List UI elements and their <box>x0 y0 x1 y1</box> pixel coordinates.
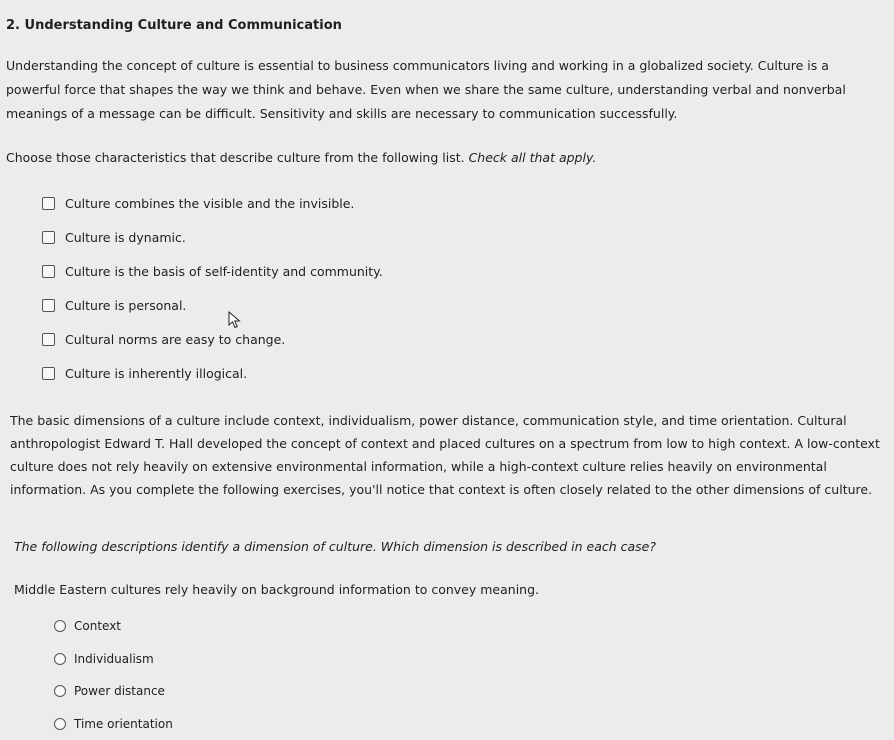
checkbox-option[interactable] <box>42 220 383 254</box>
section-title: 2. Understanding Culture and Communication <box>6 18 342 33</box>
radio-label[interactable]: Context <box>74 619 121 633</box>
radio-label[interactable]: Power distance <box>74 684 165 698</box>
question1-prompt <box>6 146 886 170</box>
checkbox[interactable] <box>42 333 55 346</box>
question2-scenario: Middle Eastern cultures rely heavily on background information to convey meaning. <box>14 578 539 602</box>
checkbox-label[interactable]: Culture is the basis of self-identity and community. <box>65 264 383 279</box>
checkbox-label[interactable]: Culture is inherently illogical. <box>65 366 247 381</box>
radio-button[interactable] <box>54 685 66 697</box>
checkbox[interactable] <box>42 367 55 380</box>
radio-option[interactable] <box>54 643 173 676</box>
radio-option[interactable] <box>54 708 173 740</box>
checkbox[interactable] <box>42 231 55 244</box>
radio-button[interactable] <box>54 653 66 665</box>
checkbox[interactable] <box>42 265 55 278</box>
checkbox-label[interactable]: Culture is dynamic. <box>65 230 186 245</box>
radio-option[interactable] <box>54 675 173 708</box>
checkbox-option[interactable] <box>42 254 383 288</box>
question1-prompt-text: Choose those characteristics that describe culture from the following list. <box>6 150 465 165</box>
checkbox[interactable] <box>42 197 55 210</box>
checkbox-option[interactable] <box>42 356 383 390</box>
dimension-radio-list <box>54 610 173 740</box>
checkbox-label[interactable]: Culture is personal. <box>65 298 186 313</box>
mouse-pointer-icon <box>228 311 242 329</box>
checkbox-option[interactable] <box>42 186 383 220</box>
radio-label[interactable]: Individualism <box>74 652 154 666</box>
checkbox-option[interactable] <box>42 322 383 356</box>
checkbox-option[interactable] <box>42 288 383 322</box>
intro-paragraph: Understanding the concept of culture is essential to business communicators living and working in a globalized society. Culture is a powerful force that shapes the way we think and behave. Even when we share the same culture, understanding verbal and nonverbal meanings of a message can be difficult. Sensitivity and skills are necessary to communication successfully. <box>6 54 886 126</box>
checkbox[interactable] <box>42 299 55 312</box>
dimensions-paragraph: The basic dimensions of a culture include context, individualism, power distance, communication style, and time orientation. Cultural anthropologist Edward T. Hall developed the concept of context and placed cultures on a spectrum from low to high context. A low-context culture does not rely heavily on extensive environmental information, while a high-context culture relies heavily on environmental information. As you complete the following exercises, you'll notice that context is often closely related to the other dimensions of culture. <box>10 409 886 501</box>
radio-button[interactable] <box>54 620 66 632</box>
radio-option[interactable] <box>54 610 173 643</box>
characteristics-checkbox-list <box>42 186 383 390</box>
radio-button[interactable] <box>54 718 66 730</box>
checkbox-label[interactable]: Cultural norms are easy to change. <box>65 332 285 347</box>
radio-label[interactable]: Time orientation <box>74 717 173 731</box>
checkbox-label[interactable]: Culture combines the visible and the invisible. <box>65 196 354 211</box>
question2-prompt: The following descriptions identify a dimension of culture. Which dimension is described in each case? <box>14 535 656 559</box>
check-all-instruction: Check all that apply. <box>469 150 597 165</box>
